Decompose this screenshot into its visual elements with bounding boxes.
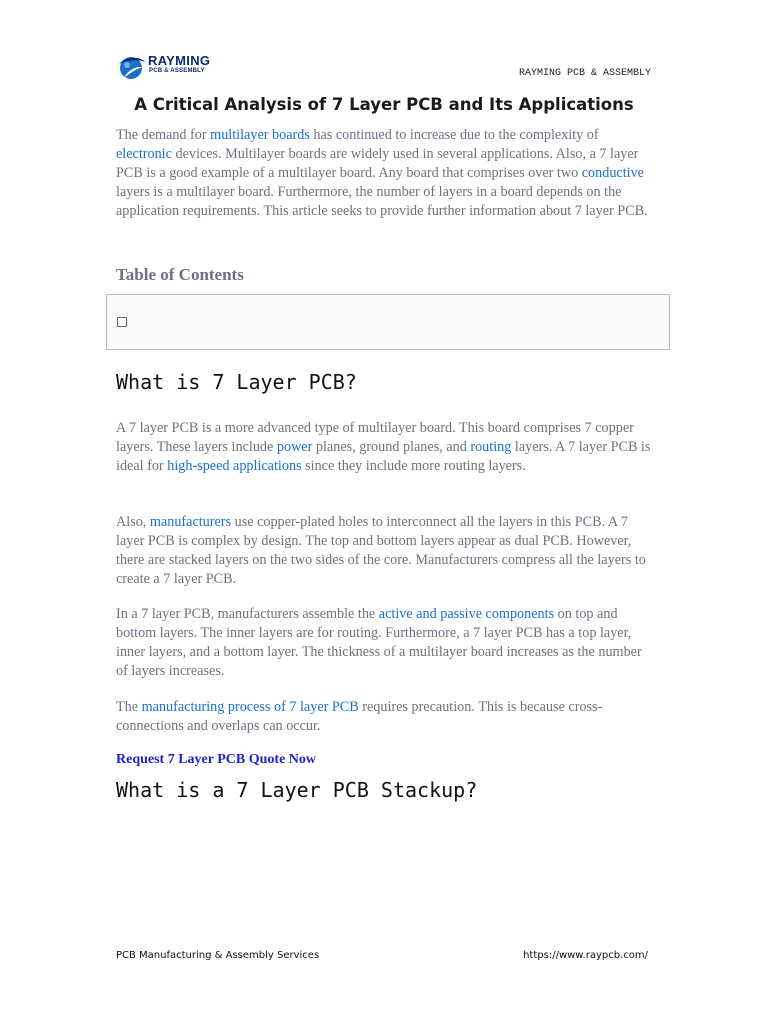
document-title: A Critical Analysis of 7 Layer PCB and Its Applications bbox=[134, 95, 634, 114]
section1-paragraph-4 bbox=[116, 698, 656, 736]
header-company-name: RAYMING PCB & ASSEMBLY bbox=[518, 68, 651, 79]
paragraph-text: A 7 layer PCB is a more advanced type of multilayer board. This board comprises 7 copper layers. These layers include bbox=[116, 420, 634, 455]
table-of-contents-box bbox=[106, 294, 670, 350]
logo-subtitle: PCB & ASSEMBLY bbox=[149, 68, 205, 74]
rayming-logo bbox=[116, 52, 236, 82]
section1-paragraph-3 bbox=[116, 605, 656, 681]
logo-name: RAYMING bbox=[148, 53, 211, 68]
inline-link[interactable]: manufacturers bbox=[149, 514, 232, 530]
section1-paragraph-2 bbox=[116, 513, 656, 589]
footer-url: https://www.raypcb.com/ bbox=[523, 950, 648, 961]
footer-services: PCB Manufacturing & Assembly Services bbox=[116, 950, 320, 961]
paragraph-text: layers. A 7 layer PCB is ideal for bbox=[116, 439, 651, 474]
paragraph-text: planes, ground planes, and bbox=[312, 439, 471, 455]
paragraph-text: layers is a multilayer board. Furthermore, the number of layers in a board depends on the application requirements. This article seeks to provide further information about 7 layer PCB. bbox=[116, 184, 648, 219]
inline-link[interactable]: power bbox=[276, 439, 313, 455]
swoosh-globe-icon bbox=[116, 52, 146, 82]
inline-link[interactable]: conductive bbox=[581, 165, 644, 181]
paragraph-text: devices. Multilayer boards are widely used in several applications. Also, a 7 layer PCB is a good example of a multilayer board. Any board that comprises over two bbox=[116, 146, 639, 181]
paragraph-text: use copper-plated holes to interconnect all the layers in this PCB. A 7 layer PCB is complex by design. The top and bottom layers appear as dual PCB. However, there are stacked layers on the two sides of the core. Manufacturers compress all the layers to create a 7 layer PCB. bbox=[116, 514, 646, 587]
paragraph-text: The demand for bbox=[116, 127, 211, 143]
paragraph-text: requires precaution. This is because cross-connections and overlaps can occur. bbox=[116, 699, 603, 734]
toc-heading: Table of Contents bbox=[116, 265, 244, 284]
section-heading-stackup: What is a 7 Layer PCB Stackup? bbox=[116, 778, 478, 802]
inline-link[interactable]: manufacturing process of 7 layer PCB bbox=[141, 699, 359, 715]
paragraph-text: In a 7 layer PCB, manufacturers assemble the bbox=[116, 606, 379, 622]
inline-link[interactable]: electronic bbox=[116, 146, 172, 162]
paragraph-text: on top and bottom layers. The inner layers are for routing. Furthermore, a 7 layer PCB has a top layer, inner layers, and a bottom layer. The thickness of a multilayer board increases as the number of layers increases. bbox=[116, 606, 642, 679]
inline-link[interactable]: routing bbox=[470, 439, 512, 455]
section-heading-what-is-7-layer-pcb: What is 7 Layer PCB? bbox=[116, 370, 357, 394]
inline-link[interactable]: multilayer boards bbox=[210, 127, 310, 143]
intro-paragraph bbox=[116, 126, 656, 221]
inline-link[interactable]: active and passive components bbox=[378, 606, 555, 622]
paragraph-text: The bbox=[116, 699, 142, 715]
request-quote-link[interactable]: Request 7 Layer PCB Quote Now bbox=[116, 752, 317, 767]
paragraph-text: since they include more routing layers. bbox=[301, 458, 526, 474]
section1-paragraph-1 bbox=[116, 419, 656, 476]
paragraph-text: has continued to increase due to the complexity of bbox=[309, 127, 599, 143]
checkbox-icon[interactable] bbox=[117, 317, 127, 327]
inline-link[interactable]: high-speed applications bbox=[167, 458, 302, 474]
paragraph-text: Also, bbox=[116, 514, 150, 530]
